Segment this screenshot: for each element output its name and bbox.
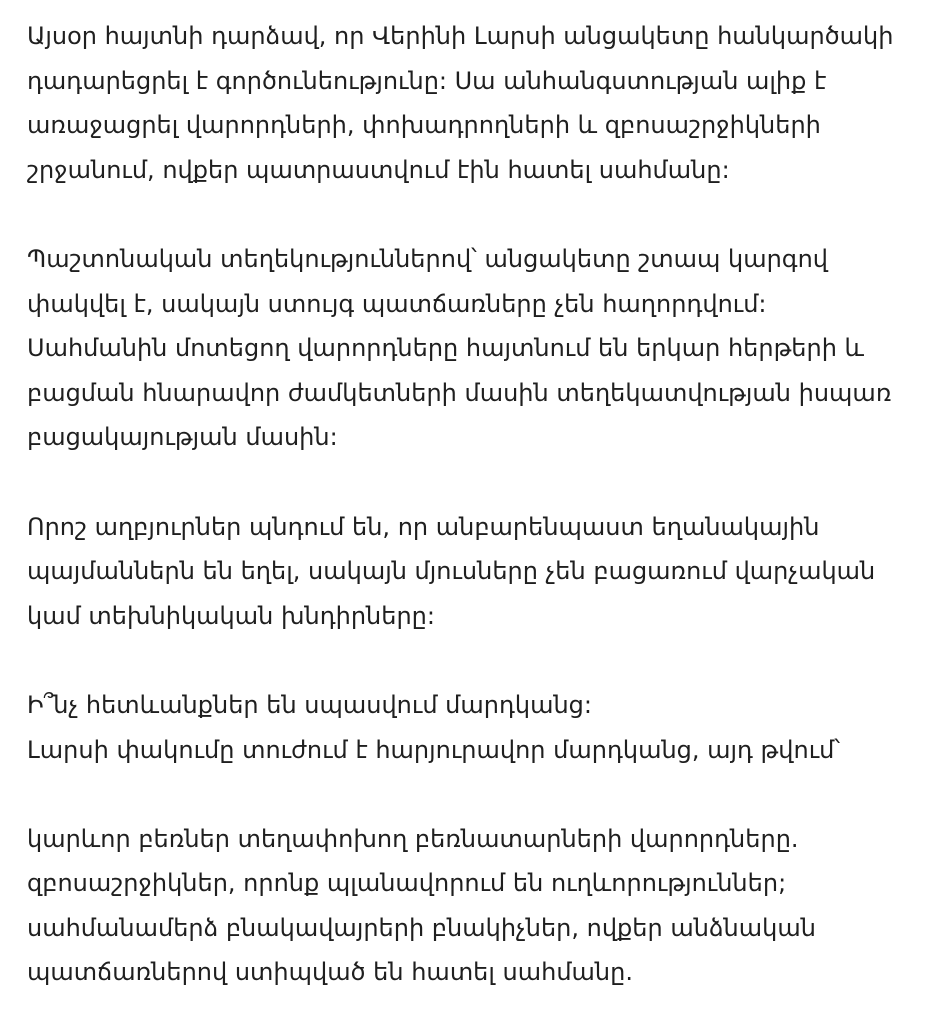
paragraph bbox=[27, 817, 922, 995]
text-line: զբոսաշրջիկներ, որոնք պլանավորում են ուղևորություններ; bbox=[27, 869, 787, 898]
text-line: բացակայության մասին: bbox=[27, 423, 338, 452]
text-line: դադարեցրել է գործունեությունը: Սա անհանգստության ալիք է bbox=[27, 66, 827, 95]
text-line: Լարսի փակումը տուժում է հարյուրավոր մարդկանց, այդ թվում՝ bbox=[27, 735, 841, 764]
paragraph bbox=[27, 505, 922, 639]
text-line: սահմանամերձ բնակավայրերի բնակիչներ, ովքեր անձնական bbox=[27, 913, 816, 942]
text-line: կամ տեխնիկական խնդիրները: bbox=[27, 601, 435, 630]
text-line: կարևոր բեռներ տեղափոխող բեռնատարների վարորդները. bbox=[27, 824, 799, 853]
text-line: պատճառներով ստիպված են հատել սահմանը. bbox=[27, 958, 633, 987]
subheading-line: Ի՞նչ հետևանքներ են սպասվում մարդկանց: bbox=[27, 690, 592, 719]
text-line: պայմաններն են եղել, սակայն մյուսները չեն բացառում վարչական bbox=[27, 557, 876, 586]
text-line: Այսօր հայտնի դարձավ, որ Վերինի Լարսի անցակետը հանկարծակի bbox=[27, 22, 894, 50]
paragraph bbox=[27, 237, 922, 460]
paragraph bbox=[27, 14, 922, 192]
text-line: Սահմանին մոտեցող վարորդները հայտնում են երկար հերթերի և bbox=[27, 334, 865, 363]
article-body bbox=[27, 14, 922, 995]
paragraph bbox=[27, 683, 922, 772]
text-line: բացման հնարավոր ժամկետների մասին տեղեկատվության իսպառ bbox=[27, 378, 892, 407]
text-line: առաջացրել վարորդների, փոխադրողների և զբոսաշրջիկների bbox=[27, 111, 821, 140]
text-line: Որոշ աղբյուրներ պնդում են, որ անբարենպաստ եղանակային bbox=[27, 512, 820, 541]
text-line: շրջանում, ովքեր պատրաստվում էին հատել սահմանը: bbox=[27, 155, 730, 184]
text-line: Պաշտոնական տեղեկություններով՝ անցակետը շտապ կարգով bbox=[27, 244, 829, 273]
text-line: փակվել է, սակայն ստույգ պատճառները չեն հաղորդվում: bbox=[27, 289, 767, 318]
